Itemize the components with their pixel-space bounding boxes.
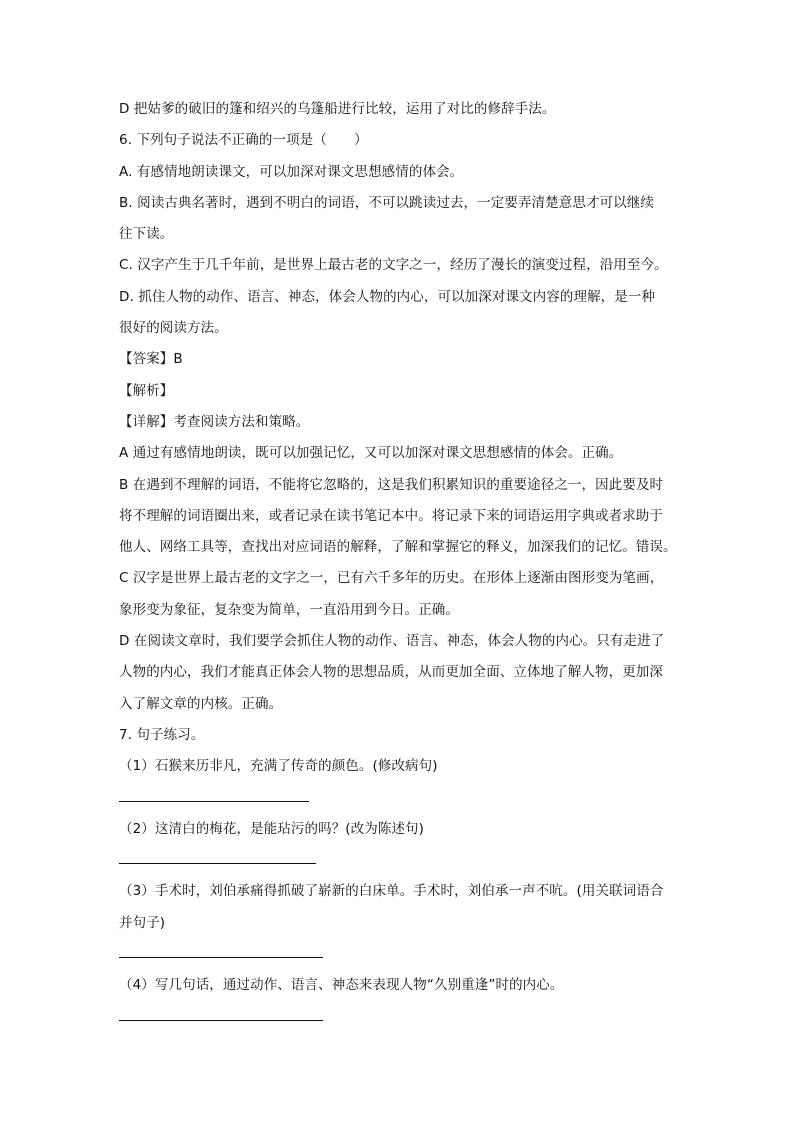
question-heading: 7. 句子练习。 [119,726,205,743]
option-c: C. 汉字产生于几千年前，是世界上最古老的文字之一，经历了漫长的演变过程，沿用至今。 [119,257,668,274]
question-heading: 6. 下列句子说法不正确的一项是（ ） [119,132,368,149]
analysis-b-continued: 他人、网络工具等，查找出对应词语的解释，了解和掌握它的释义，加深我们的记忆。错误。 [119,539,677,556]
answer-blank[interactable] [119,789,679,808]
exercise-item-4: （4）写几句话，通过动作、语言、神态来表现人物“久别重逢”时的内心。 [119,977,564,994]
document-page [119,100,679,1039]
exercise-item-3: （3）手术时，刘伯承痛得抓破了崭新的白床单。手术时，刘伯承一声不吭。(用关联词语合 [119,883,664,900]
option-b-continued: 往下读。 [119,226,174,243]
answer-blank[interactable] [119,945,679,964]
analysis-d-continued: 人物的内心，我们才能真正体会人物的思想品质，从而更加全面、立体地了解人物，更加深 [119,664,663,681]
answer-underline [119,957,323,958]
answer-label: 【答案】B [119,351,183,368]
answer-blank[interactable] [119,1008,679,1027]
analysis-b-continued: 将不理解的词语圈出来，或者记录在读书笔记本中。将记录下来的词语运用字典或者求助于 [119,507,663,524]
analysis-b: B 在遇到不理解的词语，不能将它忽略的，这是我们积累知识的重要途径之一，因此要及时 [119,476,664,493]
analysis-c: C 汉字是世界上最古老的文字之一，已有六千多年的历史。在形体上逐渐由图形变为笔画， [119,570,664,587]
option-d: D. 抓住人物的动作、语言、神态，体会人物的内心，可以加深对课文内容的理解，是一种 [119,288,656,305]
analysis-c-continued: 象形变为象征，复杂变为简单，一直沿用到今日。正确。 [119,601,459,618]
exercise-item-1: （1）石猴来历非凡，充满了传奇的颜色。(修改病句) [119,758,438,775]
detail-label: 【详解】考查阅读方法和策略。 [119,413,310,430]
option-d-continued: 很好的阅读方法。 [119,320,228,337]
answer-blank[interactable] [119,851,679,870]
analysis-label: 【解析】 [119,382,174,399]
analysis-d-continued: 入了解文章的内核。正确。 [119,695,283,712]
option-b: B. 阅读古典名著时，遇到不明白的词语，不可以跳读过去，一定要弄清楚意思才可以继续 [119,194,654,211]
exercise-item-3-continued: 并句子) [119,914,166,931]
analysis-a: A 通过有感情地朗读，既可以加强记忆，又可以加深对课文思想感情的体会。正确。 [119,445,623,462]
option-a: A. 有感情地朗读课文，可以加深对课文思想感情的体会。 [119,163,464,180]
exercise-item-2: （2）这清白的梅花，是能玷污的吗？(改为陈述句) [119,820,425,837]
answer-underline [119,863,316,864]
text-line: D 把姑爹的破旧的篷和绍兴的乌篷船进行比较，运用了对比的修辞手法。 [119,101,556,117]
answer-underline [119,801,309,802]
analysis-d: D 在阅读文章时，我们要学会抓住人物的动作、语言、神态，体会人物的内心。只有走进了 [119,633,665,650]
answer-underline [119,1020,323,1021]
